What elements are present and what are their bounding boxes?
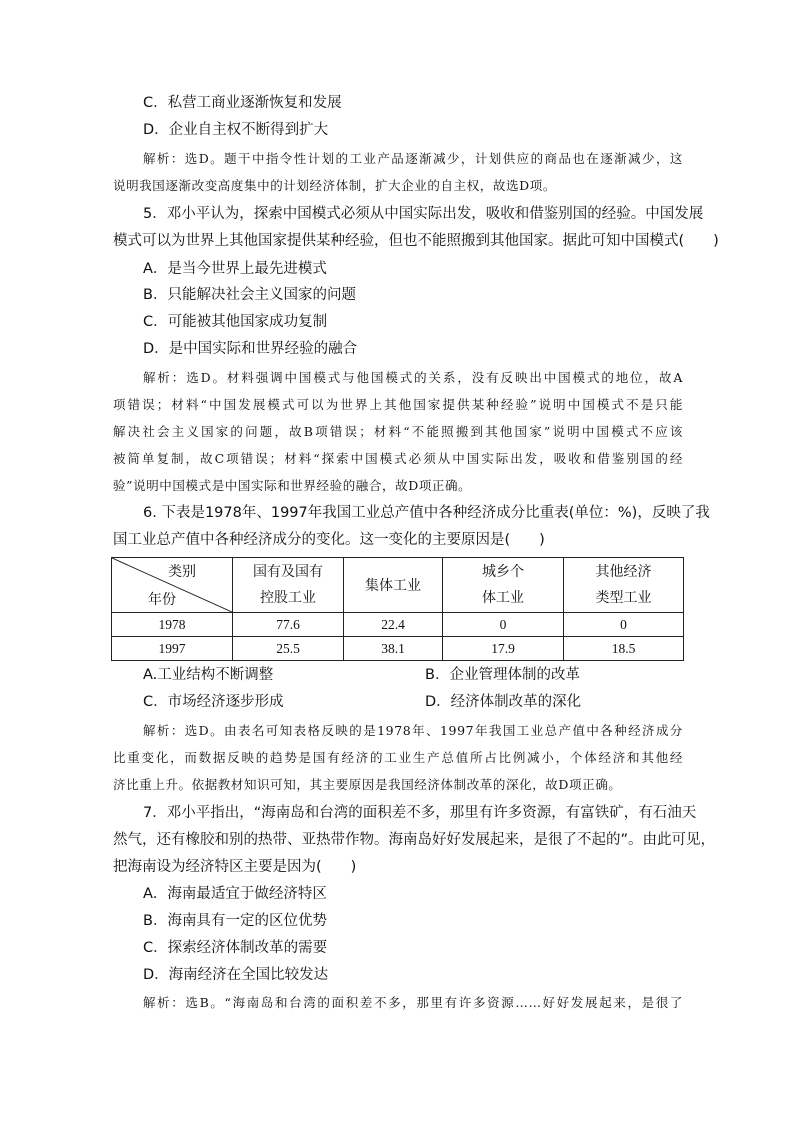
q7-stem-line: 7．邓小平指出，“海南岛和台湾的面积差不多，那里有许多资源，有富铁矿，有石油天 <box>143 805 697 821</box>
table-row <box>112 613 684 637</box>
q5-stem-line: 模式可以为世界上其他国家提供某种经验，但也不能照搬到其他国家。据此可知中国模式( ) <box>113 233 719 249</box>
q7-option-d: D．海南经济在全国比较发达 <box>143 967 329 983</box>
table-cell-year: 1978 <box>112 613 233 637</box>
table-header-cell <box>564 558 684 613</box>
table-cell: 77.6 <box>233 613 344 637</box>
header-text: 国有及国有 <box>253 564 323 580</box>
table-corner-cell <box>112 558 233 613</box>
table-cell-year: 1997 <box>112 637 233 661</box>
q4-option-d: D．企业自主权不断得到扩大 <box>143 122 329 138</box>
q7-analysis-line: 解析：选B。“海南岛和台湾的面积差不多，那里有许多资源……好好发展起来，是很了 <box>143 995 683 1010</box>
table-row <box>112 637 684 661</box>
economic-composition-table <box>111 557 684 661</box>
q5-option-d: D．是中国实际和世界经验的融合 <box>143 341 358 357</box>
q6-stem-line: 6. 下表是1978年、1997年我国工业总产值中各种经济成分比重表(单位：%)，反映了我 <box>143 505 710 521</box>
header-text: 类型工业 <box>595 590 652 606</box>
header-text: 城乡个 <box>482 564 524 580</box>
header-text: 集体工业 <box>365 578 421 594</box>
q4-analysis-line: 说明我国逐渐改变高度集中的计划经济体制，扩大企业的自主权，故选D项。 <box>113 178 556 193</box>
q6-option-d: D．经济体制改革的深化 <box>425 694 582 710</box>
table-header-cell <box>344 558 443 613</box>
corner-label-year: 年份 <box>148 592 176 608</box>
table-cell: 17.9 <box>443 637 564 661</box>
table-cell: 25.5 <box>233 637 344 661</box>
q5-option-a: A．是当今世界上最先进模式 <box>143 261 327 277</box>
table-header-row <box>112 558 684 613</box>
table-cell: 0 <box>564 613 684 637</box>
q5-analysis-line: 解决社会主义国家的问题，故B项错误；材料“不能照搬到其他国家”说明中国模式不应该 <box>113 424 683 439</box>
header-text: 控股工业 <box>260 590 316 606</box>
q6-analysis-line: 济比重上升。依据教材知识可知，其主要原因是我国经济体制改革的深化，故D项正确。 <box>113 777 622 792</box>
q7-option-b: B．海南具有一定的区位优势 <box>143 913 327 929</box>
q5-stem-line: 5．邓小平认为，探索中国模式必须从中国实际出发，吸收和借鉴别国的经验。中国发展 <box>143 206 704 222</box>
table-cell: 38.1 <box>344 637 443 661</box>
table-cell: 18.5 <box>564 637 684 661</box>
header-text: 体工业 <box>482 590 524 606</box>
table-header-cell <box>233 558 344 613</box>
q5-option-c: C．可能被其他国家成功复制 <box>143 314 328 330</box>
q7-option-c: C．探索经济体制改革的需要 <box>143 940 328 956</box>
q6-option-a: A.工业结构不断调整 <box>143 667 274 683</box>
q4-option-c: C．私营工商业逐渐恢复和发展 <box>143 95 342 111</box>
q7-stem-line: 把海南设为经济特区主要是因为( ) <box>113 859 357 875</box>
corner-label-category: 类别 <box>168 564 196 580</box>
q5-analysis-line: 被简单复制，故C项错误；材料“探索中国模式必须从中国实际出发，吸收和借鉴别国的经 <box>113 451 683 466</box>
q4-analysis-line: 解析：选D。题干中指令性计划的工业产品逐渐减少，计划供应的商品也在逐渐减少，这 <box>143 151 683 166</box>
q5-option-b: B．只能解决社会主义国家的问题 <box>143 287 356 303</box>
q6-analysis-line: 比重变化，而数据反映的趋势是国有经济的工业生产总值所占比例减小，个体经济和其他经 <box>113 750 683 765</box>
q6-option-b: B．企业管理体制的改革 <box>425 667 580 683</box>
q6-stem-line: 国工业总产值中各种经济成分的变化。这一变化的主要原因是( ) <box>113 532 545 548</box>
q6-option-c: C．市场经济逐步形成 <box>143 694 284 710</box>
q7-stem-line: 然气，还有橡胶和别的热带、亚热带作物。海南岛好好发展起来，是很了不起的”。由此可见， <box>113 832 716 848</box>
q7-option-a: A．海南最适宜于做经济特区 <box>143 886 327 902</box>
table-cell: 0 <box>443 613 564 637</box>
table-cell: 22.4 <box>344 613 443 637</box>
header-text: 其他经济 <box>595 564 652 580</box>
q5-analysis-line: 验”说明中国模式是中国实际和世界经验的融合，故D项正确。 <box>113 478 472 493</box>
q5-analysis-line: 解析：选D。材料强调中国模式与他国模式的关系，没有反映出中国模式的地位，故A <box>143 370 683 385</box>
q6-analysis-line: 解析：选D。由表名可知表格反映的是1978年、1997年我国工业总产值中各种经济成分 <box>143 723 683 738</box>
table-header-cell <box>443 558 564 613</box>
q5-analysis-line: 项错误；材料“中国发展模式可以为世界上其他国家提供某种经验”说明中国模式不是只能 <box>113 397 683 412</box>
